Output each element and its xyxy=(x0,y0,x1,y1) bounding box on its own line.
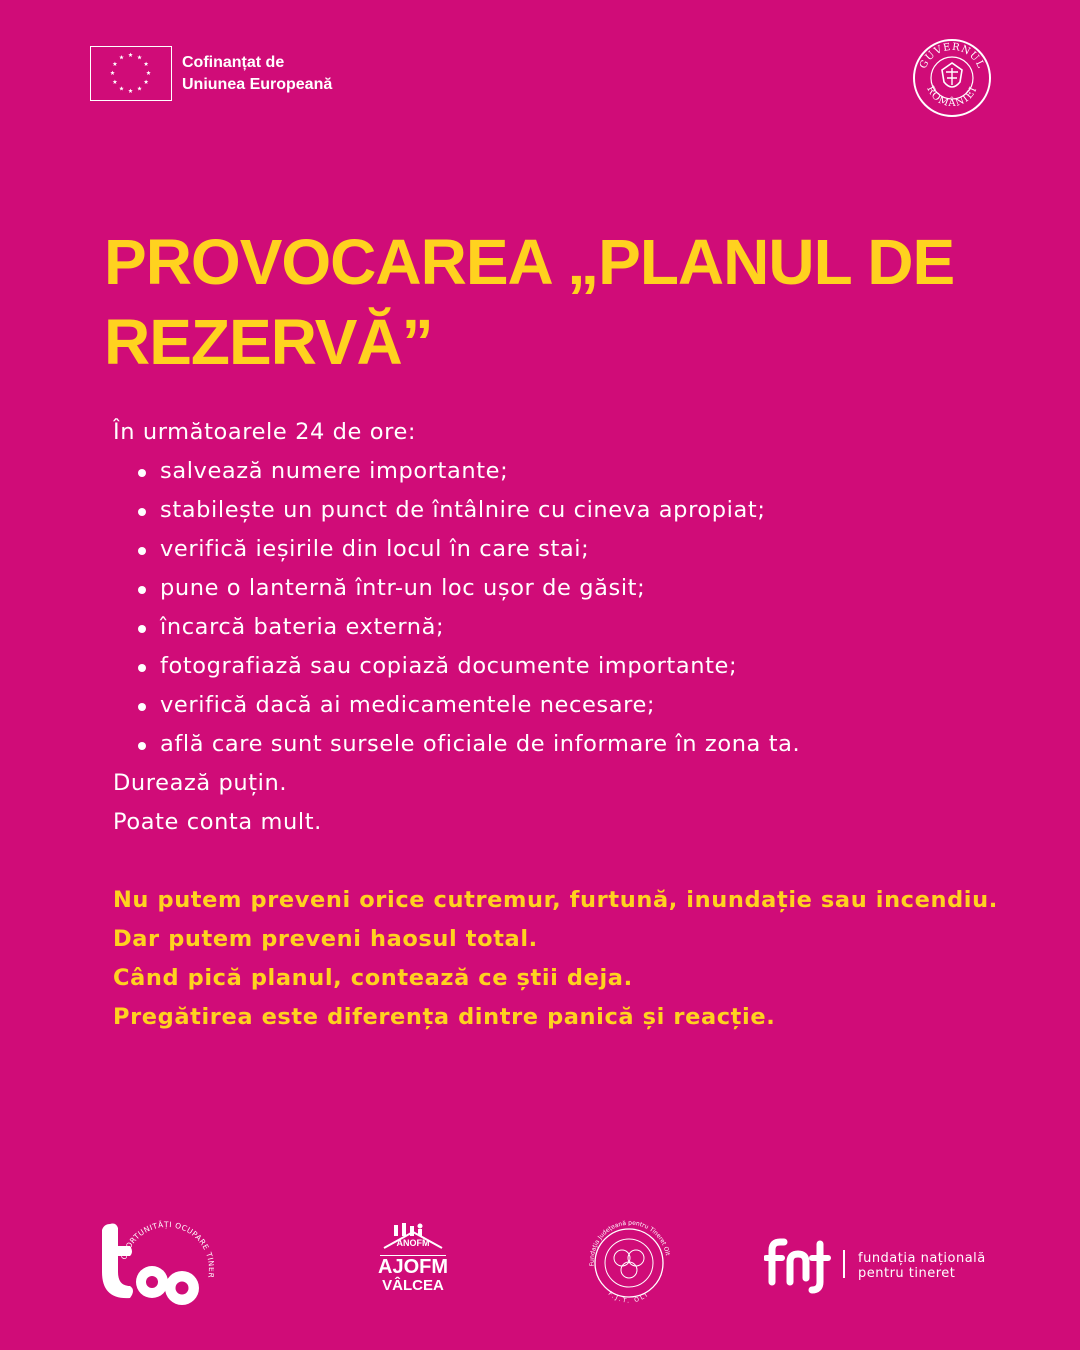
eu-star-icon xyxy=(137,86,142,90)
fjt-bottom-text: F.J.T. OLT xyxy=(606,1290,652,1305)
fjt-olt-logo xyxy=(584,1216,674,1306)
challenge-content xyxy=(113,413,1013,1037)
ajofm-line-1: AJOFM xyxy=(378,1256,448,1278)
fnt-divider xyxy=(843,1250,845,1278)
fnt-line-1: fundația națională xyxy=(858,1251,986,1266)
anofm-text: ANOFM xyxy=(396,1238,430,1248)
intro-text: În următoarele 24 de ore: xyxy=(113,419,417,445)
eu-line-2: Uniunea Europeană xyxy=(182,75,333,93)
eu-star-icon xyxy=(119,55,124,59)
eu-star-icon xyxy=(144,80,149,84)
list-item: verifică ieșirile din locul în care stai; xyxy=(113,530,1013,569)
outro-text-2: Poate conta mult. xyxy=(113,809,322,835)
eu-star-icon xyxy=(128,53,133,57)
eu-star-icon xyxy=(119,86,124,90)
list-item: stabilește un punct de întâlnire cu cineva apropiat; xyxy=(113,491,1013,530)
eu-star-icon xyxy=(110,71,115,75)
task-list xyxy=(113,452,1013,764)
page-title xyxy=(104,222,1004,382)
eu-star-icon xyxy=(137,55,142,59)
anofm-emblem-icon xyxy=(372,1222,454,1250)
closing-line-1: Nu putem preveni orice cutremur, furtună, inundație sau incendiu. xyxy=(113,887,998,913)
list-item: află care sunt sursele oficiale de informare în zona ta. xyxy=(113,725,1013,764)
list-item: pune o lanternă într-un loc ușor de găsit; xyxy=(113,569,1013,608)
too-arc-text: OPORTUNITĂȚI OCUPARE T xyxy=(119,1220,214,1261)
eu-star-icon xyxy=(128,89,133,93)
ajofm-line-2: VÂLCEA xyxy=(382,1277,444,1294)
title-line-1: PROVOCAREA „PLANUL DE xyxy=(104,226,955,298)
closing-line-2: Dar putem preveni haosul total. xyxy=(113,926,538,952)
government-seal-logo xyxy=(912,38,992,118)
eu-cofinancing-text xyxy=(182,52,332,96)
eu-cofinancing-logo xyxy=(90,46,332,101)
fnt-logo-mark-icon xyxy=(764,1236,832,1294)
title-line-2: REZERVĂ” xyxy=(104,306,433,378)
ajofm-logo xyxy=(372,1222,454,1298)
too-logo xyxy=(96,1220,214,1310)
eu-star-icon xyxy=(146,71,151,75)
svg-text:ROMÂNIEI: ROMÂNIEI xyxy=(924,84,980,110)
list-item: fotografiază sau copiază documente importante; xyxy=(113,647,1013,686)
eu-star-icon xyxy=(113,80,118,84)
list-item: salvează numere importante; xyxy=(113,452,1013,491)
eu-star-icon xyxy=(144,62,149,66)
svg-text:GUVERNUL: GUVERNUL xyxy=(917,41,987,71)
eu-line-1: Cofinanțat de xyxy=(182,53,285,71)
list-item: verifică dacă ai medicamentele necesare; xyxy=(113,686,1013,725)
fnt-line-2: pentru tineret xyxy=(858,1266,956,1281)
eu-flag-icon xyxy=(90,46,172,101)
closing-line-3: Când pică planul, contează ce știi deja. xyxy=(113,965,633,991)
eu-star-icon xyxy=(113,62,118,66)
list-item: încarcă bateria externă; xyxy=(113,608,1013,647)
outro-text-1: Durează puțin. xyxy=(113,770,288,796)
fjt-arc-text: Fundația Județeană pentru Tineret Olt xyxy=(588,1219,671,1267)
closing-line-4: Pregătirea este diferența dintre panică și reacție. xyxy=(113,1004,776,1030)
fnt-text xyxy=(858,1251,986,1281)
